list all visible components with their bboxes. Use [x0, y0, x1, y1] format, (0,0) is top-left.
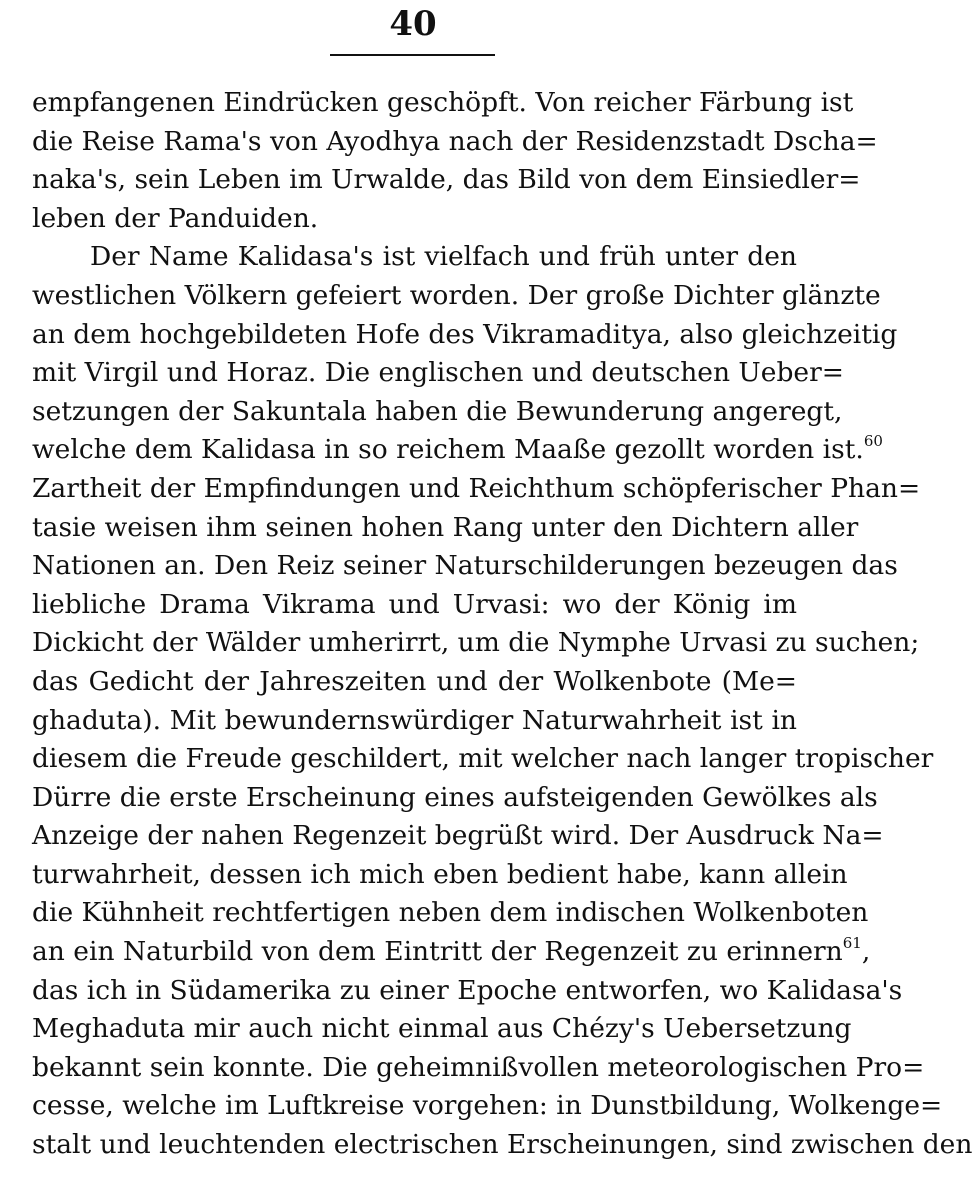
text-line: bekannt sein konnte. Die geheimnißvollen meteorologischen Pro= [32, 1051, 925, 1083]
text-line: cesse, welche im Luftkreise vorgehen: in Dunstbildung, Wolkenge= [32, 1090, 943, 1122]
text-line: Der Name Kalidasa's ist vielfach und früh unter den [90, 241, 797, 273]
text-line: Dürre die erste Erscheinung eines aufsteigenden Gewölkes als [32, 781, 878, 813]
text-line: stalt und leuchtenden electrischen Erscheinungen, sind zwischen den [32, 1129, 972, 1161]
text-line: setzungen der Sakuntala haben die Bewunderung angeregt, [32, 395, 843, 427]
text-line: empfangenen Eindrücken geschöpft. Von reicher Färbung ist [32, 87, 854, 118]
text-line: ghaduta). Mit bewundernswürdiger Naturwahrheit ist in [32, 704, 797, 736]
text-line: Anzeige der nahen Regenzeit begrüßt wird. Der Ausdruck Na= [32, 820, 884, 852]
header-rule [330, 54, 495, 56]
text-line: mit Virgil und Horaz. Die englischen und deutschen Ueber= [32, 357, 844, 389]
page-number: 40 [389, 4, 437, 44]
text-line: tasie weisen ihm seinen hohen Rang unter den Dichtern aller [32, 511, 859, 543]
text-line: Zartheit der Empfindungen und Reichthum schöpferischer Phan= [32, 472, 921, 504]
text-line: Nationen an. Den Reiz seiner Naturschilderungen bezeugen das [32, 550, 898, 582]
text-line: das ich in Südamerika zu einer Epoche entworfen, wo Kalidasa's [32, 974, 903, 1006]
text-line: diesem die Freude geschildert, mit welcher nach langer tropischer [32, 743, 934, 775]
text-line: die Reise Rama's von Ayodhya nach der Residenzstadt Dscha= [32, 125, 878, 157]
text-line: turwahrheit, dessen ich mich eben bedient habe, kann allein [32, 858, 848, 890]
footnote-ref[interactable]: 60 [863, 432, 883, 451]
text-line: die Kühnheit rechtfertigen neben dem indischen Wolkenboten [32, 897, 869, 929]
text-line: leben der Panduiden. [32, 202, 319, 234]
text-line: westlichen Völkern gefeiert worden. Der große Dichter glänzte [32, 279, 881, 311]
text-line: an dem hochgebildeten Hofe des Vikramaditya, also gleichzeitig [32, 318, 898, 350]
text-line: Dickicht der Wälder umherirrt, um die Nymphe Urvasi zu suchen; [32, 627, 920, 659]
body-text [32, 84, 972, 1165]
footnote-ref[interactable]: 61 [842, 934, 862, 953]
text-line-content: an ein Naturbild von dem Eintritt der Regenzeit zu erinnern [32, 936, 843, 968]
text-line: liebliche Drama Vikrama und Urvasi: wo der König im [32, 588, 797, 620]
text-line: Meghaduta mir auch nicht einmal aus Chézy's Uebersetzung [32, 1013, 852, 1045]
text-line: naka's, sein Leben im Urwalde, das Bild von dem Einsiedler= [32, 164, 861, 196]
text-line-with-footnote: an ein Naturbild von dem Eintritt der Regenzeit zu erinnern$^{61}$, [32, 934, 871, 968]
text-line: das Gedicht der Jahreszeiten und der Wolkenbote (Me= [32, 665, 797, 697]
text-line-content: welche dem Kalidasa in so reichem Maaße gezollt worden ist. [32, 434, 864, 466]
text-line-with-footnote [32, 431, 883, 470]
